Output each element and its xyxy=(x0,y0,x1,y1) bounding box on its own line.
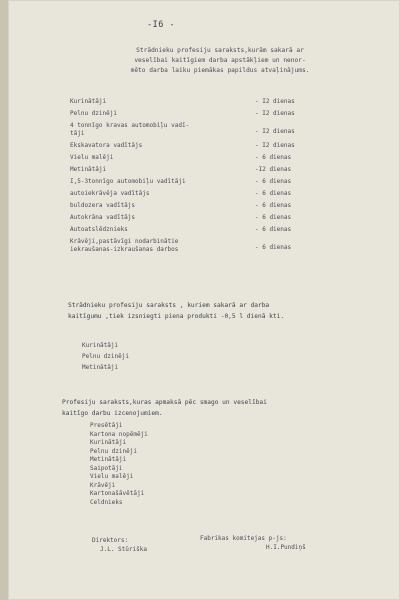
list-item: Saipotāji xyxy=(90,464,123,472)
extra-days: - 6 dienas xyxy=(255,154,292,161)
list-item: Kurinātāji xyxy=(90,439,127,446)
list-item xyxy=(70,202,370,214)
list-item: Pelnu dzinēji xyxy=(90,447,137,455)
director-signature-block xyxy=(92,536,147,554)
extra-days: -I2 dienas xyxy=(255,166,292,173)
page-edge xyxy=(0,0,8,600)
extra-days: - I2 dienas xyxy=(255,128,295,135)
first-section-heading xyxy=(70,46,370,76)
profession: Autokrāna vadītājs xyxy=(70,214,136,221)
list-item xyxy=(70,122,370,142)
extra-days: - I2 dienas xyxy=(255,98,295,105)
signature-name: H.I.Pundiņš xyxy=(266,544,306,551)
profession: Metinātāji xyxy=(70,166,107,173)
profession: Ekskavatora vadītājs xyxy=(70,142,143,149)
vacation-profession-list xyxy=(70,98,370,258)
profession: buldozera vadītājs xyxy=(70,202,136,209)
list-item: Kartonašāvētāji xyxy=(90,490,145,497)
list-item: Krāvēji xyxy=(90,481,116,489)
extra-days: - I2 dienas xyxy=(255,110,295,117)
extra-days: - 6 dienas xyxy=(255,202,292,209)
profession: Krāvēji,pastāvīgi nodarbinātie iekraušanas-izkraušanas darbos xyxy=(70,238,179,253)
signature-name: J.L. Stūriška xyxy=(100,546,147,553)
profession: 4 tonnīgo kravas automobiļu vadī- tāji xyxy=(70,122,190,137)
list-item: Pelnu dzinēji xyxy=(82,353,129,360)
extra-days: - 6 dienas xyxy=(255,244,292,251)
heading-line: mēto darba laiku piemākas papildus atvaļinājums. xyxy=(130,67,310,74)
milk-section-heading xyxy=(68,300,378,322)
extra-days: - 6 dienas xyxy=(255,214,292,221)
profession: I,5-3tonnīgo automobiļu vadītāji xyxy=(70,178,186,185)
list-item xyxy=(70,226,370,238)
page-number: -I6 - xyxy=(147,20,176,30)
heading-line: Strādnieku profesiju saraksts,kurām sakarā ar xyxy=(136,47,304,54)
paragraph-line: Profesiju saraksts,kuras apmaksā pēc smago un veselībai xyxy=(62,399,267,406)
paragraph-line: kaitīgo darbu izcenojumiem. xyxy=(62,410,163,417)
list-item xyxy=(70,154,370,166)
profession: Vielu malēji xyxy=(70,154,114,161)
extra-days: - 6 dienas xyxy=(255,178,292,185)
list-item: Kartona nopēmēji xyxy=(90,430,148,438)
hazard-pay-profession-list xyxy=(90,422,148,507)
heading-line: veselībai kaitīgiem darba apstākļiem un nenor- xyxy=(134,57,306,64)
list-item xyxy=(70,238,370,258)
list-item: Kurinātāji xyxy=(82,342,119,349)
list-item: Celdnieks xyxy=(90,498,123,506)
milk-profession-list xyxy=(82,340,129,373)
profession: Autoatslēdznieks xyxy=(70,226,128,233)
extra-days: - 6 dienas xyxy=(255,190,292,197)
extra-days: - 6 dienas xyxy=(255,226,292,233)
list-item xyxy=(70,98,370,110)
list-item xyxy=(70,142,370,154)
extra-days: - I2 dienas xyxy=(255,142,295,149)
profession: Kurinātāji xyxy=(70,98,107,105)
paragraph-line: kaitīgumu ,tiek izsniegti piena produkti -0,5 l dienā kti. xyxy=(68,313,285,320)
paragraph-line: Strādnieku profesiju saraksts , kuriem sakarā ar darba xyxy=(68,302,270,309)
committee-signature-block xyxy=(200,534,306,552)
list-item: Metinātāji xyxy=(90,456,127,463)
profession: Pelnu dzinēji xyxy=(70,110,117,117)
list-item: Vielu malēji xyxy=(90,473,134,480)
list-item xyxy=(70,178,370,190)
list-item xyxy=(70,166,370,178)
list-item xyxy=(70,110,370,122)
profession: autoiekrāvēja vadītājs xyxy=(70,190,150,197)
list-item: Metinātāji xyxy=(82,364,119,371)
signature-title: Direktors: xyxy=(92,537,129,544)
list-item xyxy=(70,214,370,226)
list-item: Presētāji xyxy=(90,422,123,429)
hazard-pay-section-heading xyxy=(62,397,372,419)
list-item xyxy=(70,190,370,202)
signature-title: Fabrikas komitejas p-js: xyxy=(200,535,287,542)
